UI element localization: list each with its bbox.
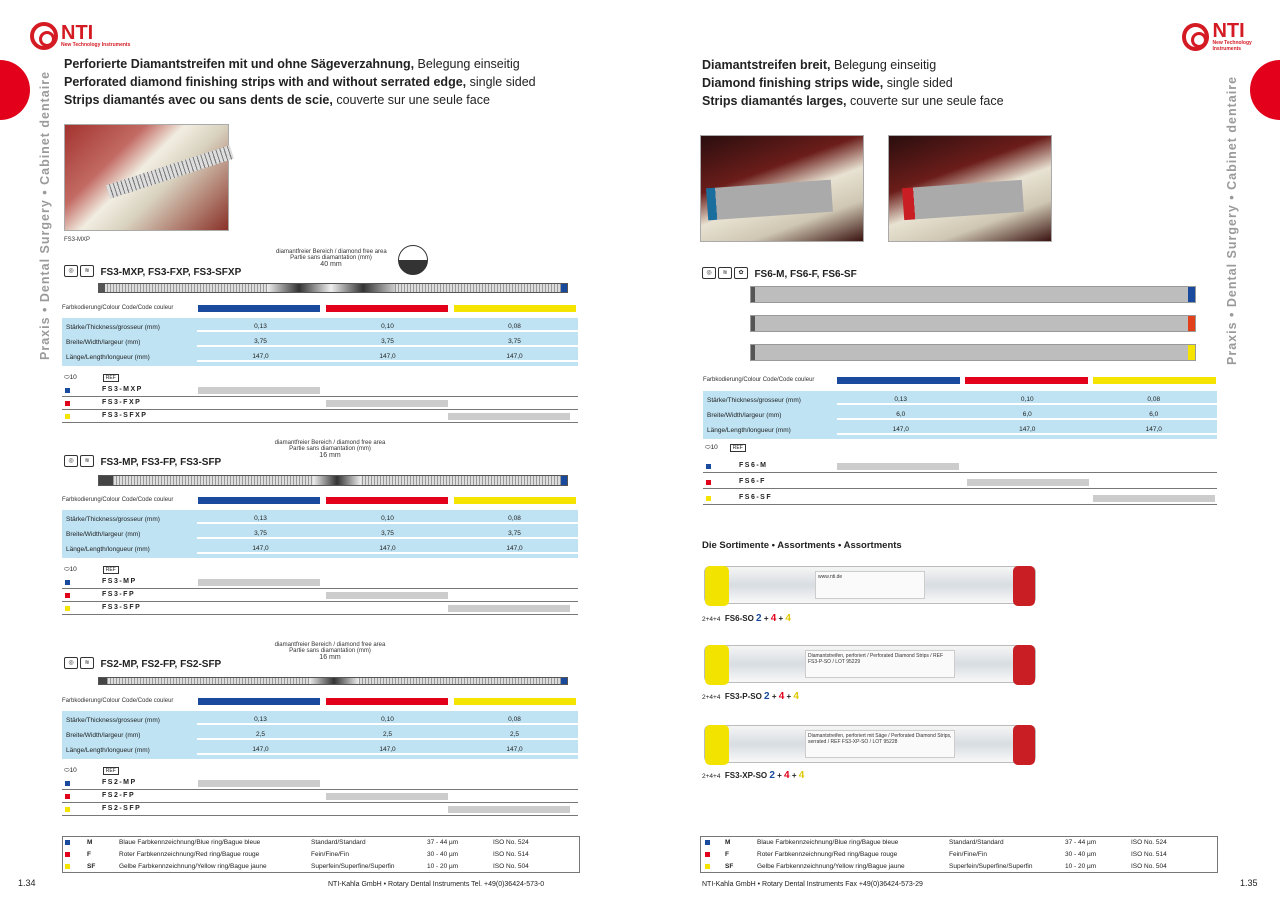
assortment-label: 2+4+4 FS6-SO 2 + 4 + 4 bbox=[702, 613, 791, 624]
sterilize-icon: ◎ bbox=[64, 455, 78, 467]
nti-logo-left: NTI New Technology Instruments bbox=[30, 22, 130, 50]
sterilize-icon: ◎ bbox=[64, 265, 78, 277]
ref-list: ⬭10 REF FS6-M FS6-F FS6-SF bbox=[703, 444, 1217, 508]
color-bar-yellow bbox=[454, 497, 576, 504]
color-bar-blue bbox=[837, 377, 960, 384]
table-row: FS3-SFP bbox=[62, 603, 578, 615]
grit-legend: M Blaue Farbkennzeichnung/Blue ring/Bague bleue Standard/Standard 37 - 44 µm ISO No. 524 F Roter Farbkennzeichnung/Red ring/Bague rouge Fein/Fine/Fin 30 - 40 µm ISO No. 514 SF Gelbe Farbkennzeichnung/Yellow ring/Bague jaune Superfein/Superfine/Superfin 10 - 20 µm ISO No. 504 bbox=[62, 836, 580, 873]
section-header: ◎ ≋ ✿ FS6-M, FS6-F, FS6-SF bbox=[702, 264, 857, 282]
pack-icon: ⬭ bbox=[64, 566, 70, 573]
table-row: FS3-MXP bbox=[62, 385, 578, 397]
autoclave-icon: ≋ bbox=[80, 455, 94, 467]
spec-table: Stärke/Thickness/grosseur (mm) 0,13 0,10 0,08 Breite/Width/largeur (mm) 2,5 2,5 2,5 Länge/Length/longueur (mm) 147,0 147,0 147,0 bbox=[62, 711, 578, 759]
color-bar-red bbox=[965, 377, 1088, 384]
spec-table: Stärke/Thickness/grosseur (mm) 0,13 0,10 0,08 Breite/Width/largeur (mm) 3,75 3,75 3,75 Länge/Length/longueur (mm) 147,0 147,0 147,0 bbox=[62, 318, 578, 366]
color-bar-red bbox=[326, 497, 448, 504]
strip-photo-blue bbox=[700, 135, 864, 242]
colour-code-label: Farbkodierung/Colour Code/Code couleur bbox=[62, 305, 174, 311]
table-row: FS6-M bbox=[703, 461, 1217, 473]
wide-strip-m bbox=[750, 286, 1196, 303]
assortment-label: 2+4+4 FS3-XP-SO 2 + 4 + 4 bbox=[702, 770, 805, 781]
page-number-left: 1.34 bbox=[18, 878, 36, 888]
nti-logo-right: NTI New Technology Instruments bbox=[1182, 22, 1280, 52]
sterilize-icon: ◎ bbox=[64, 657, 78, 669]
color-bar-red bbox=[326, 698, 448, 705]
table-row: FS2-SFP bbox=[62, 804, 578, 816]
table-row: FS3-MP bbox=[62, 577, 578, 589]
ref-list: ⬭10 REF FS2-MP FS2-FP FS2-SFP bbox=[62, 767, 578, 817]
color-bar-yellow bbox=[454, 305, 576, 312]
pack-icon: ⬭ bbox=[705, 444, 711, 451]
pack-icon: ⬭ bbox=[64, 767, 70, 774]
strip-diagram bbox=[98, 475, 568, 486]
wide-strip-f bbox=[750, 315, 1196, 332]
table-row: FS3-SFXP bbox=[62, 411, 578, 423]
table-row: FS2-FP bbox=[62, 791, 578, 803]
free-area-note: diamantfreier Bereich / diamond free area Partie sans diamantation (mm) 16 mm bbox=[274, 440, 386, 459]
strip-diagram bbox=[98, 283, 568, 293]
pack-icon: ⬭ bbox=[64, 374, 70, 381]
red-tab-left bbox=[0, 60, 30, 120]
assortment-tube: Diamantstreifen, perforiert / Perforated Diamond Strips / REF FS3-P-SO / LOT 95229 bbox=[704, 645, 1036, 683]
grit-legend: M Blaue Farbkennzeichnung/Blue ring/Bague bleue Standard/Standard 37 - 44 µm ISO No. 524 F Roter Farbkennzeichnung/Red ring/Bague rouge Fein/Fine/Fin 30 - 40 µm ISO No. 514 SF Gelbe Farbkennzeichnung/Yellow ring/Bague jaune Superfein/Superfine/Superfin 10 - 20 µm ISO No. 504 bbox=[700, 836, 1218, 873]
section-header: ◎ ≋ FS3-MXP, FS3-FXP, FS3-SFXP bbox=[64, 262, 241, 280]
color-bar-yellow bbox=[1093, 377, 1216, 384]
ref-list: ⬭10 REF FS3-MP FS3-FP FS3-SFP bbox=[62, 566, 578, 616]
free-area-note: diamantfreier Bereich / diamond free area Partie sans diamantation (mm) 16 mm bbox=[274, 642, 386, 661]
autoclave-icon: ≋ bbox=[80, 265, 94, 277]
photo-caption: FS3-MXP bbox=[64, 237, 91, 243]
strip-photo-left bbox=[64, 124, 229, 231]
spec-table: Stärke/Thickness/grosseur (mm) 0,13 0,10 0,08 Breite/Width/largeur (mm) 6,0 6,0 6,0 Länge/Length/longueur (mm) 147,0 147,0 147,0 bbox=[703, 391, 1217, 439]
left-title: Perforierte Diamantstreifen mit und ohne Sägeverzahnung, Belegung einseitig Perforated diamond finishing strips with and without serrated edge, single sided Strips diamantés avec ou sans dents de scie, couverte sur une seule face bbox=[64, 57, 536, 107]
color-bar-blue bbox=[198, 305, 320, 312]
side-label-right: Praxis • Dental Surgery • Cabinet dentaire bbox=[1225, 75, 1239, 365]
footer-right: NTI-Kahla GmbH • Rotary Dental Instruments Fax +49(0)36424-573-29 bbox=[702, 881, 923, 888]
colour-code-label: Farbkodierung/Colour Code/Code couleur bbox=[703, 377, 815, 383]
section-header: ◎ ≋ FS3-MP, FS3-FP, FS3-SFP bbox=[64, 452, 221, 470]
autoclave-icon: ≋ bbox=[80, 657, 94, 669]
assortment-tube: www.nti.de bbox=[704, 566, 1036, 604]
assortment-label: 2+4+4 FS3-P-SO 2 + 4 + 4 bbox=[702, 691, 799, 702]
color-bar-blue bbox=[198, 497, 320, 504]
disinfect-icon: ✿ bbox=[734, 267, 748, 279]
sterilize-icon: ◎ bbox=[702, 267, 716, 279]
side-label-left: Praxis • Dental Surgery • Cabinet dentaire bbox=[38, 70, 52, 360]
assortments-title: Die Sortimente • Assortments • Assortments bbox=[702, 540, 902, 551]
table-row: FS6-SF bbox=[703, 493, 1217, 505]
free-area-note: diamantfreier Bereich / diamond free area Partie sans diamantation (mm) 40 mm bbox=[276, 249, 387, 268]
section-header: ◎ ≋ FS2-MP, FS2-FP, FS2-SFP bbox=[64, 654, 221, 672]
color-bar-yellow bbox=[454, 698, 576, 705]
serrated-edge-icon bbox=[398, 245, 428, 275]
strip-photo-red bbox=[888, 135, 1052, 242]
right-title: Diamantstreifen breit, Belegung einseitig Diamond finishing strips wide, single sided Strips diamantés larges, couverte sur une seule face bbox=[702, 58, 1004, 108]
colour-code-label: Farbkodierung/Colour Code/Code couleur bbox=[62, 497, 174, 503]
table-row: FS3-FXP bbox=[62, 398, 578, 410]
nti-logo-icon bbox=[30, 22, 58, 50]
assortment-tube: Diamantstreifen, perforiert mit Säge / Perforated Diamond Strips, serrated / REF FS3-XP-SO / LOT 95228 bbox=[704, 725, 1036, 763]
table-row: FS2-MP bbox=[62, 778, 578, 790]
color-bar-red bbox=[326, 305, 448, 312]
nti-logo-icon bbox=[1182, 23, 1209, 51]
colour-code-label: Farbkodierung/Colour Code/Code couleur bbox=[62, 698, 174, 704]
strip-diagram bbox=[98, 677, 568, 685]
footer-left: NTI-Kahla GmbH • Rotary Dental Instruments Tel. +49(0)36424-573-0 bbox=[328, 881, 545, 888]
spec-table: Stärke/Thickness/grosseur (mm) 0,13 0,10 0,08 Breite/Width/largeur (mm) 3,75 3,75 3,75 Länge/Length/longueur (mm) 147,0 147,0 147,0 bbox=[62, 510, 578, 558]
color-bar-blue bbox=[198, 698, 320, 705]
ref-list: ⬭10 REF FS3-MXP FS3-FXP FS3-SFXP bbox=[62, 374, 578, 424]
red-tab-right bbox=[1250, 60, 1280, 120]
wide-strip-sf bbox=[750, 344, 1196, 361]
table-row: FS3-FP bbox=[62, 590, 578, 602]
page-number-right: 1.35 bbox=[1240, 878, 1258, 888]
table-row: FS6-F bbox=[703, 477, 1217, 489]
autoclave-icon: ≋ bbox=[718, 267, 732, 279]
